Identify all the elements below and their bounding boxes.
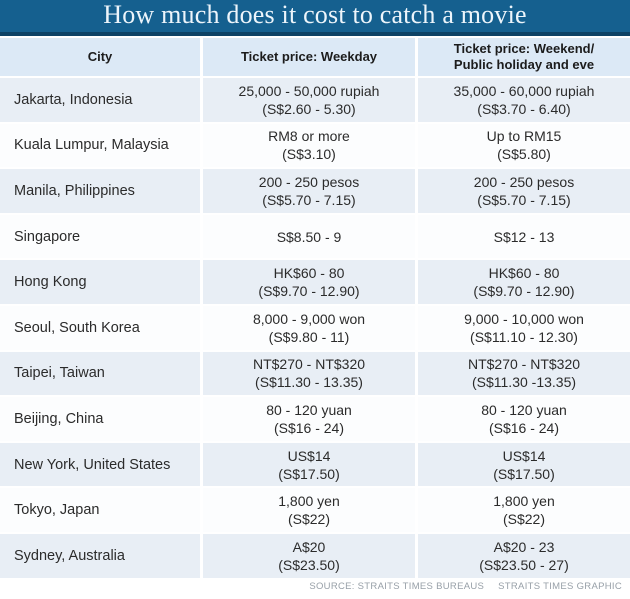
title-bar: [0, 0, 630, 36]
weekday-price-cell: [203, 260, 415, 304]
weekend-sgd-price: (S$23.50 - 27): [479, 556, 569, 573]
column-header-weekend-line1: Ticket price: Weekend/: [453, 41, 595, 56]
weekend-price-cell: [418, 215, 630, 259]
city-cell: Taipei, Taiwan: [0, 352, 200, 396]
page-title: How much does it cost to catch a movie: [103, 0, 527, 29]
weekday-price-cell: [203, 169, 415, 213]
weekday-price-cell: [203, 352, 415, 396]
column-header-weekend-line2: Public holiday and eve: [453, 57, 595, 72]
weekend-local-price: 80 - 120 yuan: [481, 401, 567, 418]
weekend-sgd-price: (S$5.70 - 7.15): [477, 191, 571, 208]
weekday-sgd-price: (S$23.50): [278, 556, 340, 573]
column-header-weekday: Ticket price: Weekday: [203, 38, 415, 76]
city-cell: Hong Kong: [0, 260, 200, 304]
weekday-price-cell: [203, 443, 415, 487]
city-cell: Singapore: [0, 215, 200, 259]
weekend-local-price: 9,000 - 10,000 won: [464, 310, 584, 327]
weekend-price-cell: [418, 124, 630, 168]
city-cell: Tokyo, Japan: [0, 488, 200, 532]
weekday-sgd-price: (S$11.30 - 13.35): [255, 374, 363, 391]
source-credit: SOURCE: STRAITS TIMES BUREAUS: [309, 581, 485, 593]
weekend-local-price: 35,000 - 60,000 rupiah: [453, 82, 595, 99]
city-cell: New York, United States: [0, 443, 200, 487]
weekend-local-price: S$12 - 13: [493, 228, 555, 245]
weekend-sgd-price: (S$17.50): [493, 465, 555, 482]
weekday-sgd-price: (S$9.80 - 11): [268, 328, 350, 345]
price-table: [0, 38, 630, 578]
weekend-price-cell: [418, 306, 630, 350]
city-cell: Manila, Philippines: [0, 169, 200, 213]
weekend-price-cell: [418, 78, 630, 122]
weekday-price-cell: [203, 488, 415, 532]
weekend-price-cell: [418, 443, 630, 487]
weekend-local-price: Up to RM15: [486, 128, 562, 145]
weekend-price-cell: [418, 488, 630, 532]
weekday-local-price: A$20: [292, 538, 326, 555]
weekend-local-price: 1,800 yen: [493, 493, 555, 510]
weekend-sgd-price: (S$5.80): [497, 146, 551, 163]
weekday-sgd-price: (S$9.70 - 12.90): [258, 283, 360, 300]
weekend-local-price: 200 - 250 pesos: [473, 173, 575, 190]
weekday-local-price: US$14: [287, 447, 331, 464]
column-header-city: City: [0, 38, 200, 76]
weekend-sgd-price: (S$3.70 - 6.40): [477, 100, 571, 117]
weekend-sgd-price: (S$11.30 -13.35): [471, 374, 577, 391]
graphic-credit: STRAITS TIMES GRAPHIC: [498, 581, 622, 593]
weekend-price-cell: [418, 260, 630, 304]
weekend-price-cell: [418, 352, 630, 396]
weekend-local-price: NT$270 - NT$320: [467, 356, 581, 373]
weekend-local-price: HK$60 - 80: [488, 265, 560, 282]
footer: [0, 578, 630, 596]
city-cell: Beijing, China: [0, 397, 200, 441]
weekday-price-cell: [203, 306, 415, 350]
weekday-local-price: HK$60 - 80: [273, 265, 345, 282]
city-cell: Kuala Lumpur, Malaysia: [0, 124, 200, 168]
weekday-sgd-price: (S$16 - 24): [273, 419, 345, 436]
weekday-price-cell: [203, 78, 415, 122]
weekday-local-price: NT$270 - NT$320: [252, 356, 366, 373]
weekend-sgd-price: (S$11.10 - 12.30): [470, 328, 578, 345]
weekday-local-price: 80 - 120 yuan: [266, 401, 352, 418]
weekday-local-price: 25,000 - 50,000 rupiah: [238, 82, 380, 99]
weekend-local-price: A$20 - 23: [493, 538, 555, 555]
weekday-local-price: 8,000 - 9,000 won: [252, 310, 366, 327]
weekday-price-cell: [203, 124, 415, 168]
column-header-weekend: [418, 38, 630, 76]
weekday-local-price: S$8.50 - 9: [276, 228, 342, 245]
city-cell: Sydney, Australia: [0, 534, 200, 578]
weekday-sgd-price: (S$5.70 - 7.15): [262, 191, 356, 208]
weekend-price-cell: [418, 534, 630, 578]
weekend-sgd-price: (S$22): [502, 511, 546, 528]
weekday-sgd-price: (S$3.10): [282, 146, 336, 163]
city-cell: Jakarta, Indonesia: [0, 78, 200, 122]
weekday-local-price: 200 - 250 pesos: [258, 173, 360, 190]
weekday-local-price: 1,800 yen: [278, 493, 340, 510]
weekday-price-cell: [203, 534, 415, 578]
weekday-price-cell: [203, 215, 415, 259]
weekday-local-price: RM8 or more: [268, 128, 350, 145]
weekday-price-cell: [203, 397, 415, 441]
weekday-sgd-price: (S$22): [287, 511, 331, 528]
weekend-local-price: US$14: [502, 447, 546, 464]
weekday-sgd-price: (S$17.50): [278, 465, 340, 482]
city-cell: Seoul, South Korea: [0, 306, 200, 350]
weekend-price-cell: [418, 397, 630, 441]
weekend-sgd-price: (S$16 - 24): [488, 419, 560, 436]
weekend-price-cell: [418, 169, 630, 213]
weekday-sgd-price: (S$2.60 - 5.30): [262, 100, 356, 117]
weekend-sgd-price: (S$9.70 - 12.90): [473, 283, 575, 300]
